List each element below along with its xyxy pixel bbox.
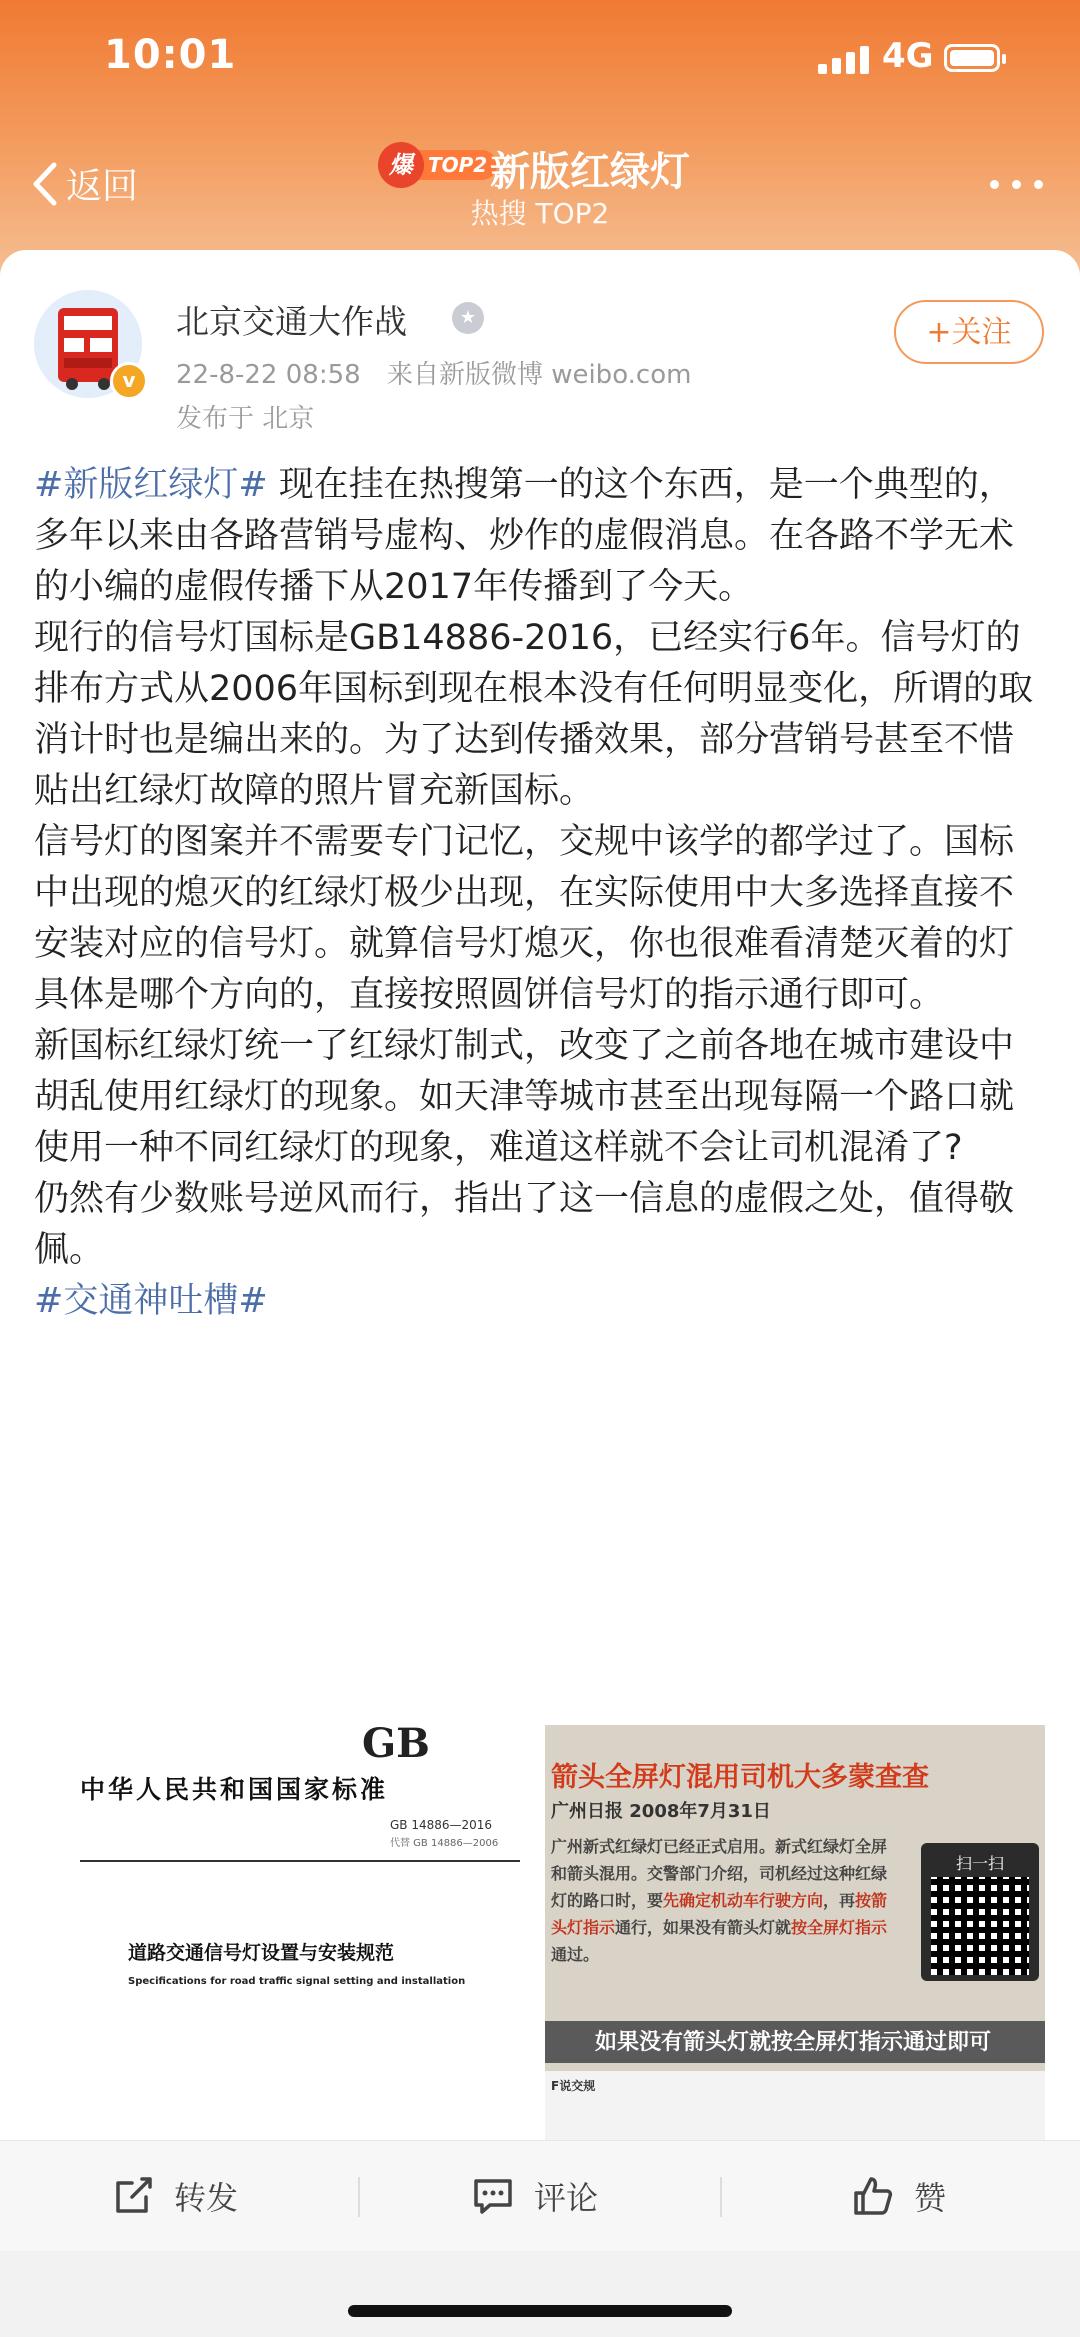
like-button[interactable] — [852, 2141, 946, 2251]
news-text: ，再 — [823, 1891, 856, 1910]
thumbs-up-icon — [852, 2175, 894, 2217]
news-date: 广州日报 2008年7月31日 — [551, 1801, 771, 1822]
page-title: 新版红绿灯 — [490, 149, 690, 195]
network-type: 4G — [882, 36, 934, 76]
post-image-news-clip[interactable] — [545, 1725, 1045, 2140]
post-location: 发布于 北京 — [176, 404, 315, 434]
action-bar — [0, 2140, 1080, 2251]
news-highlight: 按箭头灯指示 — [551, 1891, 888, 1937]
post-paragraph — [34, 1276, 1044, 1327]
post-datetime: 22-8-22 08:58 — [176, 360, 361, 390]
divider — [358, 2177, 360, 2217]
qr-panel — [921, 1843, 1039, 1981]
nav-bar — [0, 130, 1080, 240]
standard-name-en: Specifications for road traffic signal setting and installation — [128, 1976, 466, 1987]
hot-search-badge — [378, 142, 488, 188]
comment-label: 评论 — [534, 2179, 599, 2217]
status-time: 10:01 — [104, 32, 237, 78]
like-label: 赞 — [914, 2179, 947, 2217]
status-bar — [0, 0, 1080, 120]
post-paragraph: 现行的信号灯国标是GB14886-2016，已经实行6年。信号灯的排布方式从2006年国标到现在根本没有任何明显变化，所谓的取消计时也是编出来的。为了达到传播效果，部分营销号甚至不惜贴出红绿灯故障的照片冒充新国标。 — [34, 618, 1034, 811]
page-subtitle[interactable]: 热搜 TOP2 — [470, 197, 610, 230]
hashtag-link[interactable]: #交通神吐槽# — [34, 1281, 268, 1321]
post-paragraph: 信号灯的图案并不需要专门记忆，交规中该学的都学过了。国标中出现的熄灭的红绿灯极少出现，在实际使用中大多选择直接不安装对应的信号灯。就算信号灯熄灭，你也很难看清楚灭着的灯具体是哪个方向的，直接按照圆饼信号灯的指示通行即可。 — [34, 822, 1015, 1015]
post-image-standard-cover[interactable] — [32, 1720, 532, 2140]
standard-code: GB 14886—2016 — [390, 1818, 493, 1832]
hot-icon: 爆 — [378, 142, 424, 188]
back-label: 返回 — [66, 166, 139, 207]
comment-button[interactable] — [472, 2141, 598, 2251]
ticker-strip — [545, 2071, 1045, 2140]
verified-badge-icon: v — [110, 362, 148, 400]
news-text: 通过。 — [551, 1945, 600, 1964]
repost-button[interactable] — [112, 2141, 238, 2251]
author-name[interactable]: 北京交通大作战 — [176, 302, 407, 341]
medal-icon[interactable]: ★ — [452, 302, 484, 334]
video-caption: 如果没有箭头灯就按全屏灯指示通过即可 — [595, 2030, 992, 2055]
standard-replaces: 代替 GB 14886—2006 — [390, 1838, 499, 1849]
signal-icon — [818, 44, 872, 74]
post-paragraph: 仍然有少数账号逆风而行，指出了这一信息的虚假之处，值得敬佩。 — [34, 1179, 1015, 1270]
follow-button[interactable]: +关注 — [894, 300, 1044, 364]
news-text: 通行，如果没有箭头灯就 — [615, 1918, 792, 1937]
hot-rank: TOP2 — [410, 150, 497, 180]
post-source: 来自新版微博 weibo.com — [386, 360, 692, 390]
battery-icon — [944, 44, 1000, 72]
gb-logo: GB — [362, 1720, 430, 1767]
qr-label: 扫一扫 — [955, 1854, 1004, 1873]
comment-icon — [472, 2175, 514, 2217]
post-meta — [176, 354, 691, 391]
divider — [720, 2177, 722, 2217]
news-body — [551, 1833, 891, 1968]
share-icon — [112, 2175, 154, 2217]
post-paragraph — [34, 460, 1044, 613]
news-text: 广州新式红绿灯已经正式启用。新式红绿灯全屏和箭头混用。交警部门介绍，司机经过这种红绿灯的路口时，要 — [551, 1837, 888, 1910]
home-indicator[interactable] — [348, 2305, 732, 2317]
post-paragraph: 新国标红绿灯统一了红绿灯制式，改变了之前各地在城市建设中胡乱使用红绿灯的现象。如天津等城市甚至出现每隔一个路口就使用一种不同红绿灯的现象，难道这样就不会让司机混淆了? — [34, 1026, 1015, 1168]
ticker-text: F说交规 — [551, 2079, 596, 2093]
qr-code-icon — [931, 1877, 1029, 1975]
news-highlight: 按全屏灯指示 — [791, 1918, 888, 1937]
more-options-icon[interactable] — [990, 180, 1046, 190]
post-card — [0, 250, 1080, 2140]
post-body — [34, 460, 1044, 1327]
news-highlight: 先确定机动车行驶方向 — [663, 1891, 824, 1910]
repost-label: 转发 — [174, 2179, 239, 2217]
hashtag-link[interactable]: #新版红绿灯# — [34, 465, 268, 505]
post-text: 现在挂在热搜第一的这个东西，是一个典型的，多年以来由各路营销号虚构、炒作的虚假消息。在各路不学无术的小编的虚假传播下从2017年传播到了今天。 — [34, 465, 1015, 607]
standard-header: 中华人民共和国国家标准 — [80, 1775, 389, 1804]
standard-name: 道路交通信号灯设置与安装规范 — [128, 1942, 395, 1964]
news-headline: 箭头全屏灯混用司机大多蒙查查 — [551, 1762, 929, 1793]
divider — [80, 1860, 520, 1862]
